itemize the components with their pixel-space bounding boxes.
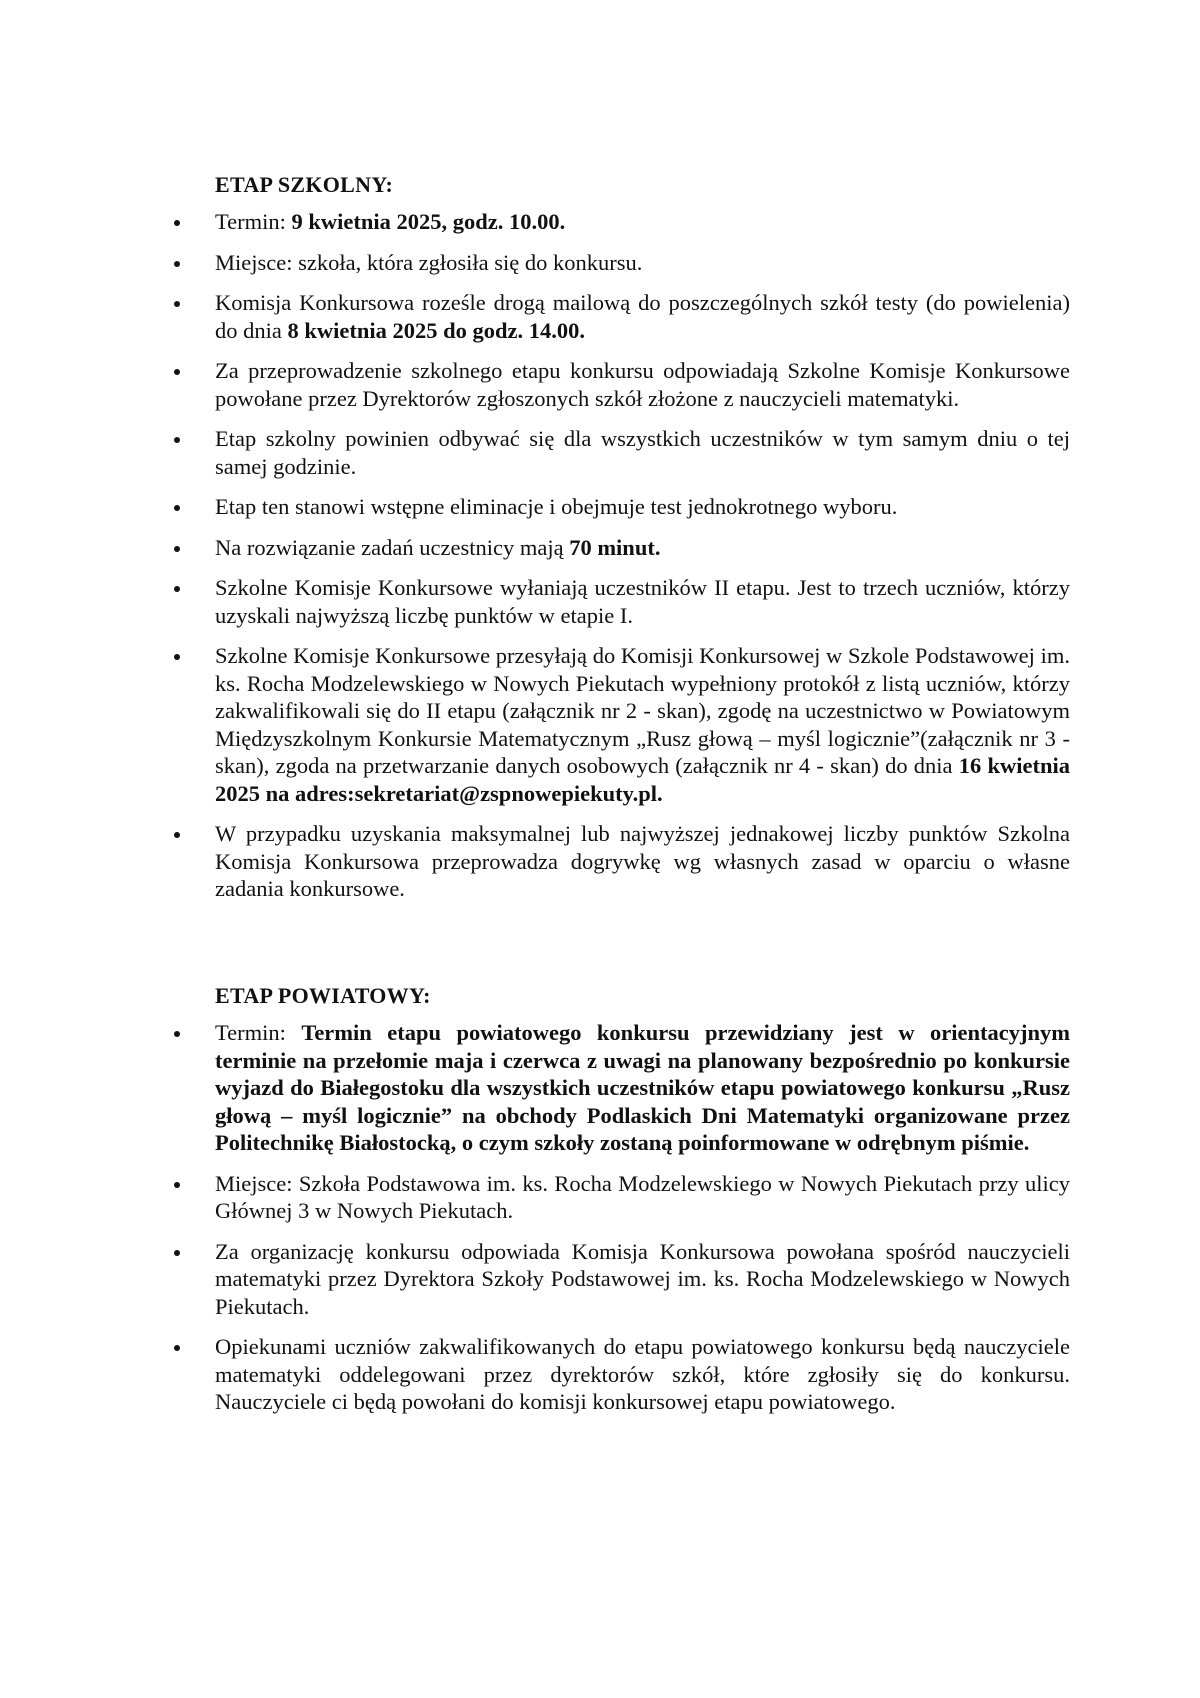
item-text: Za przeprowadzenie szkolnego etapu konkursu odpowiadają Szkolne Komisje Konkursowe powołane przez Dyrektorów zgłoszonych szkół złożone z nauczycieli matematyki. [215, 358, 1070, 411]
list-item [170, 493, 1070, 521]
bullet-icon [174, 654, 180, 660]
item-text: Komisja Konkursowa roześle drogą mailową do poszczególnych szkół testy (do powielenia) do dnia [215, 290, 1070, 343]
bold-text: 16 kwietnia 2025 na adres:sekretariat@zspnowepiekuty.pl. [215, 753, 1070, 806]
item-text: Termin: [215, 1020, 302, 1045]
list-item [170, 208, 1070, 236]
bullet-icon [174, 437, 180, 443]
bullet-icon [174, 301, 180, 307]
list-item [170, 1019, 1070, 1157]
bullet-icon [174, 546, 180, 552]
item-text: Miejsce: Szkoła Podstawowa im. ks. Rocha Modzelewskiego w Nowych Piekutach przy ulicy Głównej 3 w Nowych Piekutach. [215, 1170, 1070, 1223]
item-text: Etap szkolny powinien odbywać się dla wszystkich uczestników w tym samym dniu o tej samej godzinie. [215, 426, 1070, 479]
bullet-icon [174, 832, 180, 838]
list-item [170, 357, 1070, 412]
list-item [170, 534, 1070, 562]
county-stage-heading: ETAP POWIATOWY: [215, 983, 431, 1008]
bullet-icon [174, 1031, 180, 1037]
bold-text: 8 kwietnia 2025 do godz. 14.00. [287, 317, 586, 343]
list-item [170, 425, 1070, 480]
school-stage-heading: ETAP SZKOLNY: [215, 172, 394, 197]
list-item [170, 574, 1070, 629]
item-text: Szkolne Komisje Konkursowe przesyłają do Komisji Konkursowej w Szkole Podstawowej im. ks. Rocha Modzelewskiego w Nowych Piekutach wypełniony protokół z listą uczniów, którzy zakwalifikowali się do II etapu (załącznik nr 2 - skan), zgodę na uczestnictwo w Powiatowym Międzyszkolnym Konkursie Matematycznym „Rusz głową – myśl logicznie”(załącznik nr 3 - skan), zgoda na przetwarzanie danych osobowych (załącznik nr 4 - skan) do dnia [215, 643, 1070, 778]
item-text: W przypadku uzyskania maksymalnej lub najwyższej jednakowej liczby punktów Szkolna Komisja Konkursowa przeprowadza dogrywkę wg własnych zasad w oparciu o własne zadania konkursowe. [215, 821, 1070, 901]
list-item [170, 1170, 1070, 1225]
list-item [170, 1333, 1070, 1416]
item-text: Na rozwiązanie zadań uczestnicy mają [215, 534, 570, 560]
item-text: Za organizację konkursu odpowiada Komisja Konkursowa powołana spośród nauczycieli matematyki przez Dyrektora Szkoły Podstawowej im. ks. Rocha Modzelewskiego w Nowych Piekutach. [215, 1238, 1070, 1319]
item-text: Etap ten stanowi wstępne eliminacje i obejmuje test jednokrotnego wyboru. [215, 494, 898, 519]
county-stage-section [170, 983, 1070, 1429]
bullet-icon [174, 1250, 180, 1256]
bullet-icon [174, 586, 180, 592]
bullet-icon [174, 261, 180, 267]
list-item [170, 289, 1070, 344]
bold-text: Termin etapu powiatowego konkursu przewidziany jest w orientacyjnym terminie na przełomie maja i czerwca z uwagi na planowany bezpośrednio po konkursie wyjazd do Białegostoku dla wszystkich uczestników etapu powiatowego konkursu „Rusz głową – myśl logicznie” na obchody Podlaskich Dni Matematyki organizowane przez Politechnikę Białostocką, o czym szkoły zostaną poinformowane w odrębnym piśmie. [215, 1020, 1070, 1155]
list-item [170, 249, 1070, 277]
list-item [170, 820, 1070, 903]
bullet-icon [174, 1182, 180, 1188]
school-stage-list [170, 208, 1070, 903]
bullet-icon [174, 369, 180, 375]
item-text: Szkolne Komisje Konkursowe wyłaniają uczestników II etapu. Jest to trzech uczniów, którzy uzyskali najwyższą liczbę punktów w etapie I. [215, 575, 1070, 628]
school-stage-section [170, 172, 1070, 916]
bullet-icon [174, 1345, 180, 1351]
county-stage-list [170, 1019, 1070, 1416]
item-text: Miejsce: szkoła, która zgłosiła się do konkursu. [215, 249, 643, 275]
item-text: Termin: [215, 209, 292, 234]
item-text: Opiekunami uczniów zakwalifikowanych do etapu powiatowego konkursu będą nauczyciele matematyki oddelegowani przez dyrektorów szkół, które zgłosiły się do konkursu. Nauczyciele ci będą powołani do komisji konkursowej etapu powiatowego. [215, 1334, 1070, 1414]
bold-text: 70 minut. [569, 534, 661, 560]
bold-text: 9 kwietnia 2025, godz. 10.00. [291, 209, 566, 234]
list-item [170, 642, 1070, 807]
bullet-icon [174, 505, 180, 511]
list-item [170, 1238, 1070, 1321]
bullet-icon [174, 220, 180, 226]
